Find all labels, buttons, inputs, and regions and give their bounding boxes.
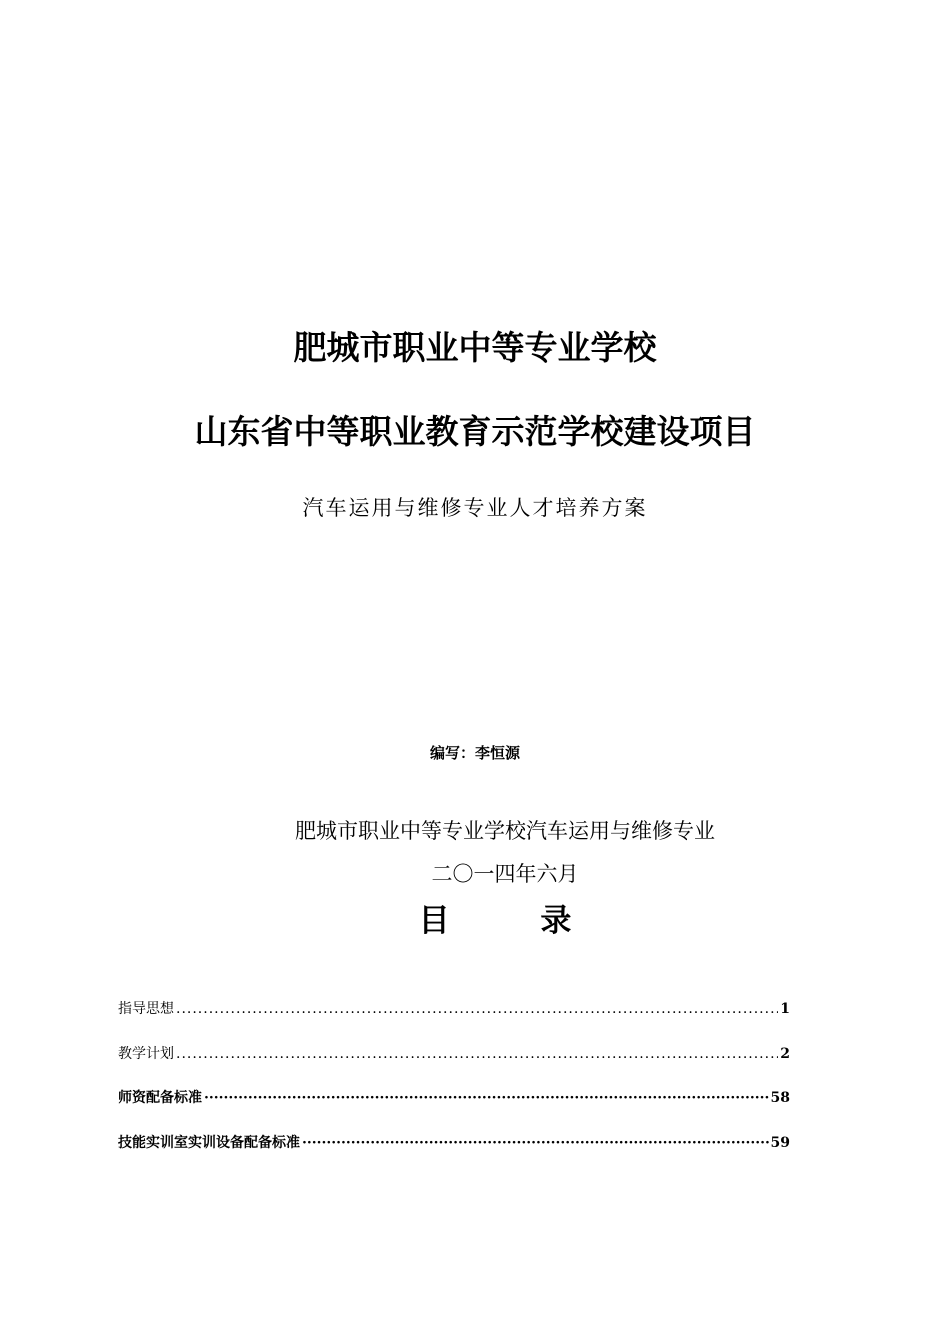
cover-title-project: 山东省中等职业教育示范学校建设项目: [194, 412, 756, 451]
toc-entry-page: 2: [780, 1046, 790, 1062]
toc-heading: 目 录: [418, 903, 612, 939]
toc-leader: [302, 1132, 769, 1154]
cover-title-school: 肥城市职业中等专业学校: [293, 328, 657, 367]
toc-entry[interactable]: [118, 1132, 790, 1154]
toc-entry-label: 师资配备标准: [118, 1090, 202, 1106]
cover-organization: 肥城市职业中等专业学校汽车运用与维修专业: [295, 819, 715, 843]
toc-entry-page: 58: [770, 1090, 790, 1106]
toc-entry-page: 1: [780, 1001, 790, 1017]
cover-subtitle: 汽车运用与维修专业人才培养方案: [302, 496, 648, 520]
toc-leader: [204, 1087, 769, 1109]
toc-entry-label: 指导思想: [118, 1001, 174, 1017]
toc-entry-page: 59: [770, 1135, 790, 1151]
toc-leader: [176, 998, 778, 1020]
toc-entry-label: 技能实训室实训设备配备标准: [118, 1135, 300, 1151]
cover-author: 编写：李恒源: [429, 744, 520, 762]
toc-entry[interactable]: [118, 1043, 790, 1065]
toc-entry[interactable]: [118, 1087, 790, 1109]
toc-entry[interactable]: [118, 998, 790, 1020]
toc-entry-label: 教学计划: [118, 1046, 174, 1062]
toc-leader: [176, 1043, 778, 1065]
cover-date: 二〇一四年六月: [431, 862, 579, 886]
